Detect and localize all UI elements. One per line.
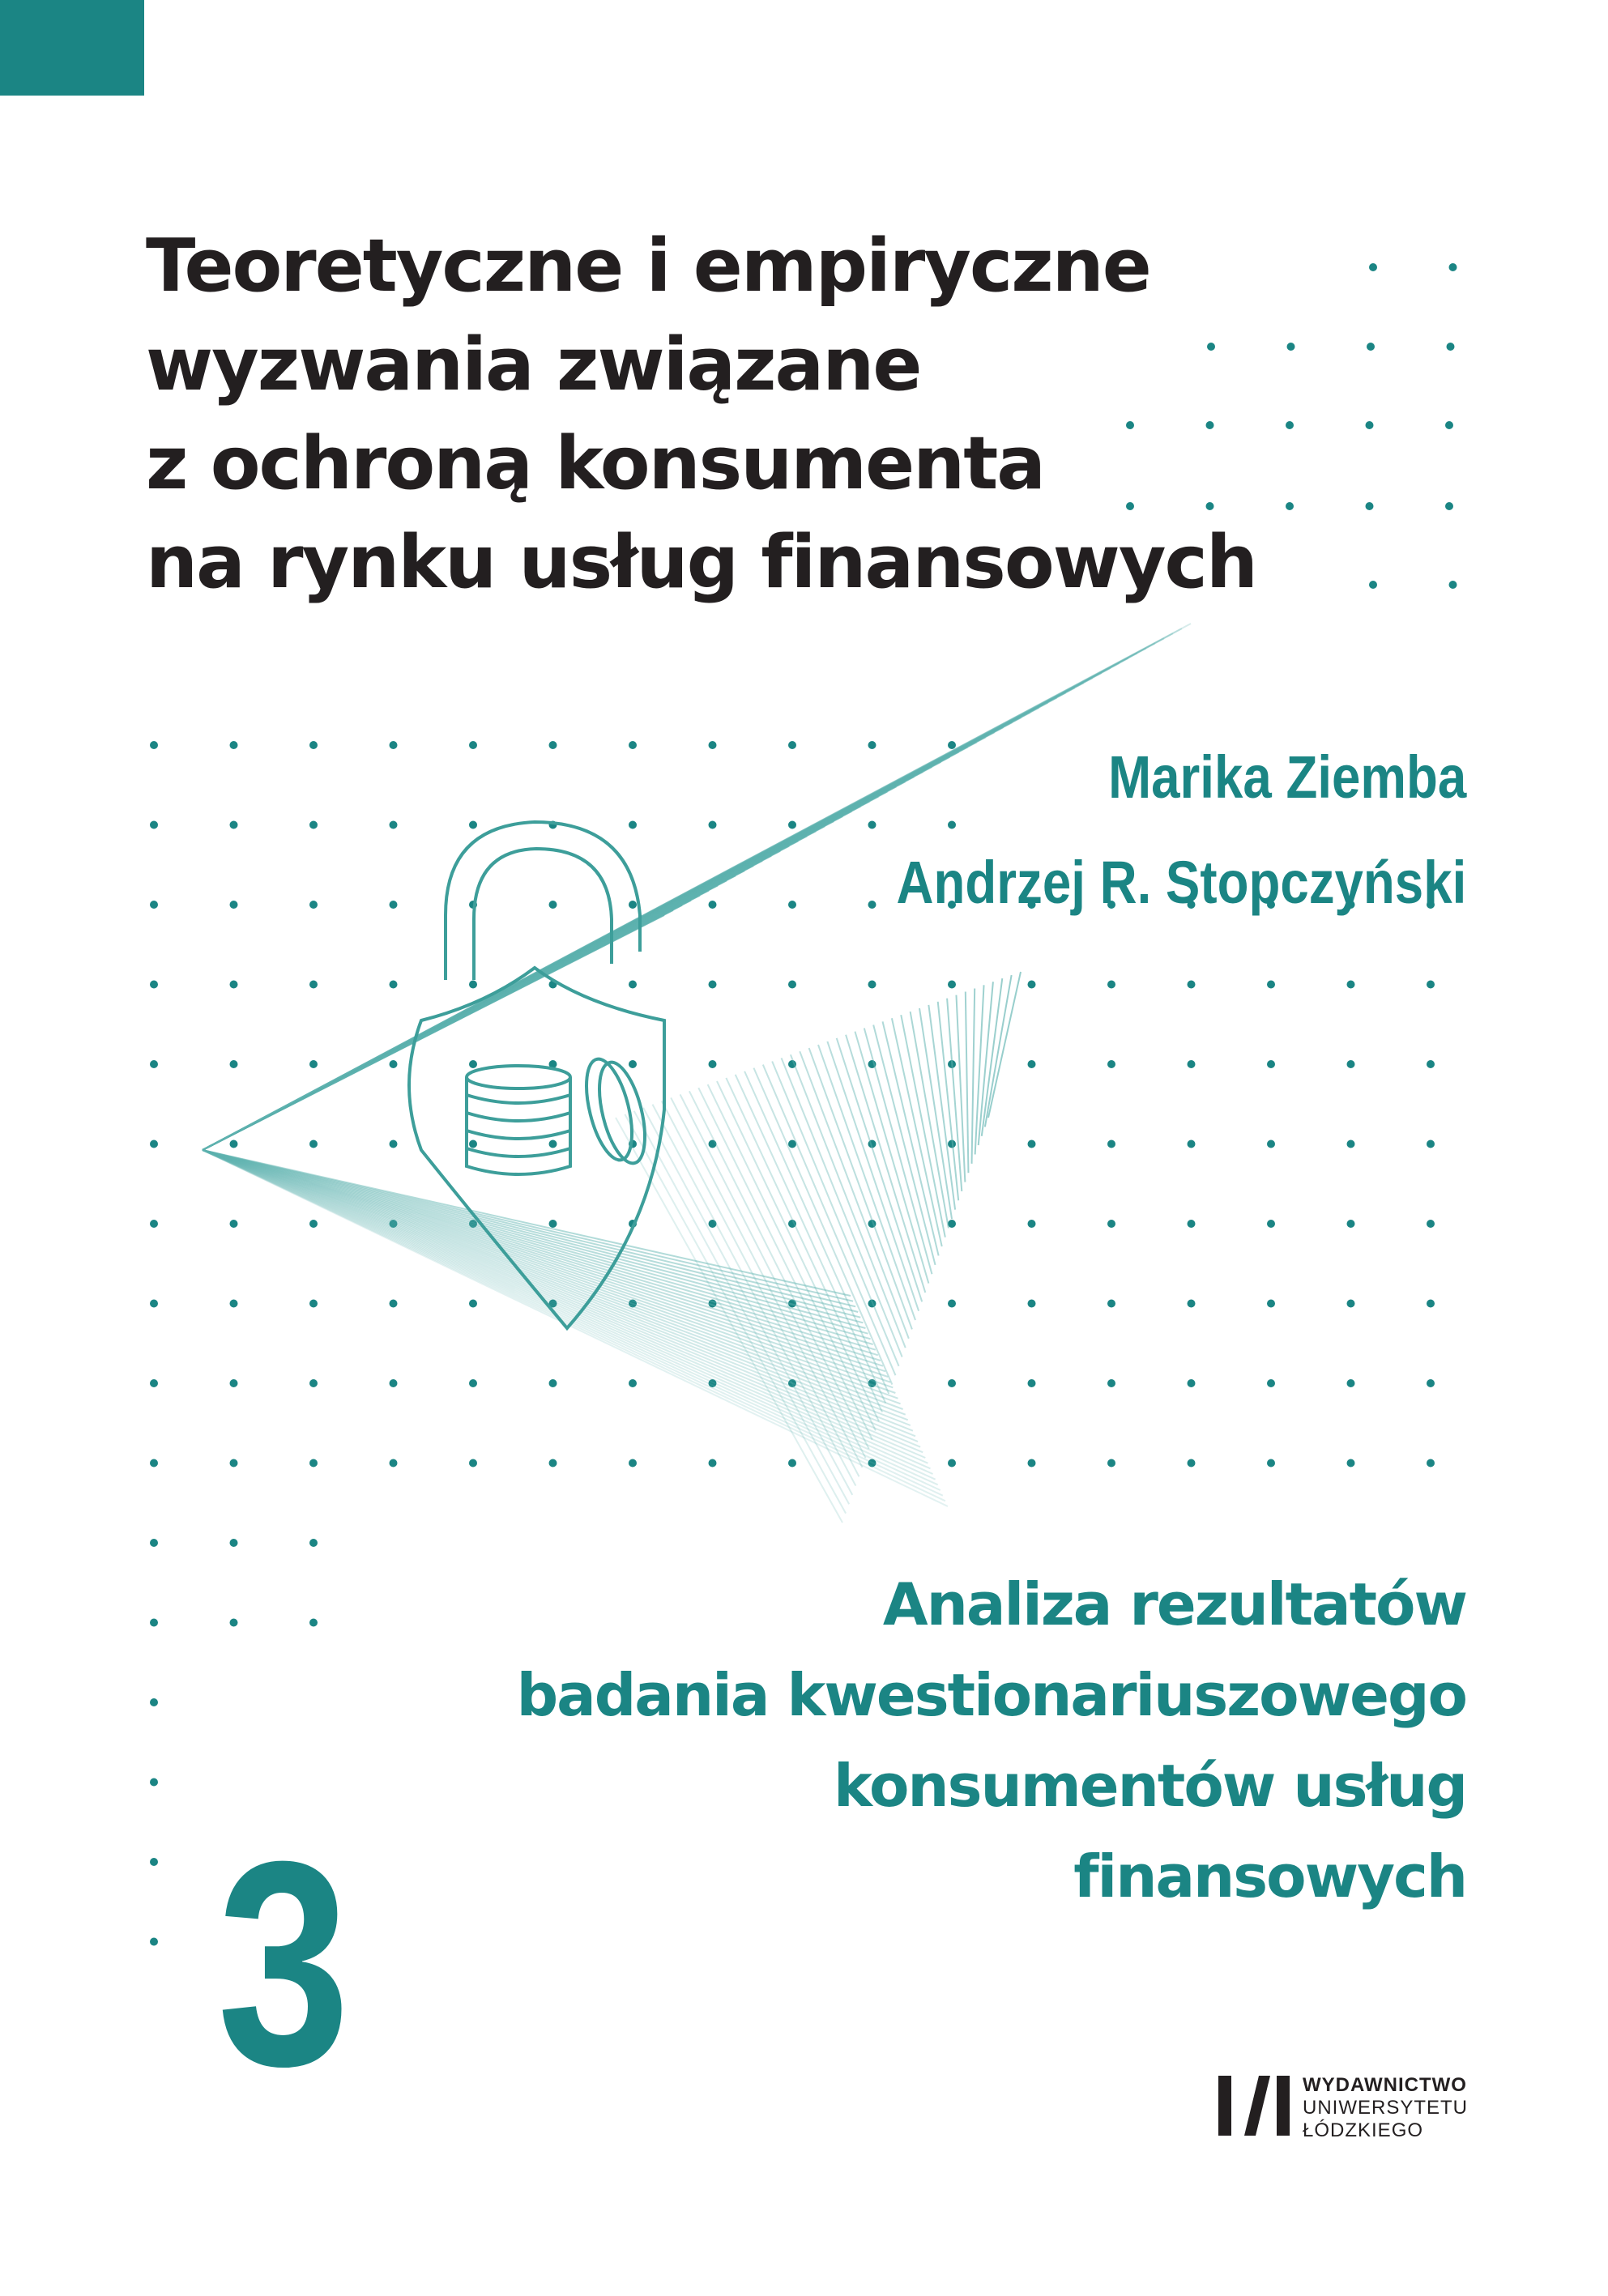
grid-dot — [1188, 1300, 1196, 1308]
grid-dot — [390, 1379, 398, 1387]
grid-dot — [629, 741, 637, 749]
grid-dot — [709, 901, 717, 909]
grid-dot — [390, 741, 398, 749]
ray-line — [966, 992, 969, 1174]
ray-line — [972, 988, 975, 1163]
grid-dot — [1447, 343, 1455, 351]
grid-dot — [150, 741, 158, 749]
grid-dot — [1427, 1459, 1435, 1467]
grid-dot — [390, 1300, 398, 1308]
grid-dot — [1449, 581, 1457, 589]
grid-dot — [788, 981, 796, 989]
grid-dot — [1427, 1060, 1435, 1068]
grid-dot — [150, 1619, 158, 1627]
subtitle-line: Analiza rezultatów — [882, 1570, 1466, 1638]
grid-dot — [1188, 981, 1196, 989]
grid-dot — [230, 1300, 238, 1308]
grid-dot — [1347, 1300, 1355, 1308]
grid-dot — [230, 1060, 238, 1068]
author-list — [896, 725, 1466, 935]
subtitle-line: badania kwestionariuszowego — [516, 1661, 1466, 1729]
publisher-line: WYDAWNICTWO — [1303, 2074, 1467, 2096]
grid-dot — [868, 901, 877, 909]
grid-dot — [1028, 1459, 1036, 1467]
grid-dot — [1347, 1060, 1355, 1068]
publisher-line: UNIWERSYTETU — [1303, 2097, 1468, 2119]
grid-dot — [309, 1220, 318, 1228]
grid-dot — [309, 901, 318, 909]
grid-dot — [230, 1220, 238, 1228]
ray-line — [985, 975, 1012, 1127]
author-name: Andrzej R. Stopczyński — [896, 849, 1466, 916]
grid-dot — [390, 1140, 398, 1148]
grid-dot — [948, 981, 956, 989]
grid-dot — [1347, 1459, 1355, 1467]
grid-dot — [309, 741, 318, 749]
grid-dot — [469, 821, 477, 829]
grid-dot — [230, 1379, 238, 1387]
grid-dot — [1267, 1379, 1275, 1387]
grid-dot — [1028, 1140, 1036, 1148]
grid-dot — [868, 741, 877, 749]
grid-dot — [1427, 1220, 1435, 1228]
grid-dot — [1107, 1379, 1115, 1387]
grid-dot — [1267, 1459, 1275, 1467]
grid-dot — [1107, 981, 1115, 989]
grid-dot — [309, 1300, 318, 1308]
grid-dot — [309, 981, 318, 989]
grid-dot — [230, 981, 238, 989]
grid-dot — [549, 1220, 557, 1228]
grid-dot — [1267, 1060, 1275, 1068]
grid-dot — [1107, 1060, 1115, 1068]
grid-dot — [150, 1698, 158, 1706]
grid-dot — [709, 981, 717, 989]
grid-dot — [868, 821, 877, 829]
grid-dot — [150, 981, 158, 989]
grid-dot — [469, 981, 477, 989]
author-name: Marika Ziemba — [1107, 743, 1466, 811]
grid-dot — [1445, 421, 1453, 429]
grid-dot — [1188, 1140, 1196, 1148]
grid-dot — [788, 1459, 796, 1467]
grid-dot — [309, 1060, 318, 1068]
grid-dot — [1449, 263, 1457, 271]
main-title — [146, 217, 1361, 612]
grid-dot — [150, 1938, 158, 1946]
grid-dot — [1107, 1220, 1115, 1228]
grid-dot — [390, 901, 398, 909]
ray-line — [203, 1150, 948, 1506]
grid-dot — [1427, 1300, 1435, 1308]
grid-dot — [309, 1459, 318, 1467]
subtitle-line: konsumentów usług — [834, 1752, 1466, 1820]
grid-dot — [390, 821, 398, 829]
grid-dot — [1028, 1060, 1036, 1068]
grid-dot — [1367, 343, 1375, 351]
grid-dot — [1427, 981, 1435, 989]
title-line: z ochroną konsumenta — [146, 421, 1044, 506]
title-line: wyzwania związane — [146, 322, 921, 407]
grid-dot — [1107, 1140, 1115, 1148]
grid-dot — [1347, 1220, 1355, 1228]
grid-dot — [549, 741, 557, 749]
grid-dot — [549, 901, 557, 909]
grid-dot — [390, 981, 398, 989]
grid-dot — [230, 741, 238, 749]
grid-dot — [230, 1619, 238, 1627]
subtitle-line: finansowych — [1073, 1842, 1466, 1910]
publisher-logo-icon — [1215, 2069, 1296, 2142]
grid-dot — [150, 1220, 158, 1228]
grid-dot — [709, 1459, 717, 1467]
grid-dot — [150, 1300, 158, 1308]
grid-dot — [150, 1060, 158, 1068]
ray-line — [956, 995, 965, 1182]
title-line: Teoretyczne i empiryczne — [146, 224, 1150, 309]
grid-dot — [549, 1379, 557, 1387]
grid-dot — [709, 741, 717, 749]
grid-dot — [948, 1379, 956, 1387]
grid-dot — [549, 1140, 557, 1148]
grid-dot — [309, 1140, 318, 1148]
grid-dot — [150, 1539, 158, 1547]
title-line: na rynku usług finansowych — [146, 520, 1256, 605]
grid-dot — [709, 821, 717, 829]
grid-dot — [469, 1379, 477, 1387]
grid-dot — [1028, 1300, 1036, 1308]
grid-dot — [629, 1459, 637, 1467]
grid-dot — [230, 1459, 238, 1467]
grid-dot — [868, 981, 877, 989]
grid-dot — [1107, 1459, 1115, 1467]
grid-dot — [1445, 502, 1453, 510]
grid-dot — [948, 1300, 956, 1308]
grid-dot — [1267, 1140, 1275, 1148]
grid-dot — [629, 981, 637, 989]
grid-dot — [1366, 421, 1374, 429]
grid-dot — [1427, 1140, 1435, 1148]
grid-dot — [788, 821, 796, 829]
grid-dot — [230, 1539, 238, 1547]
grid-dot — [1267, 1220, 1275, 1228]
grid-dot — [1267, 981, 1275, 989]
grid-dot — [390, 1459, 398, 1467]
grid-dot — [1347, 981, 1355, 989]
grid-dot — [709, 1060, 717, 1068]
grid-dot — [1188, 1379, 1196, 1387]
grid-dot — [1028, 1379, 1036, 1387]
volume-number: 3 — [217, 1801, 351, 2127]
grid-dot — [1267, 1300, 1275, 1308]
grid-dot — [309, 1379, 318, 1387]
grid-dot — [549, 1459, 557, 1467]
grid-dot — [150, 1858, 158, 1866]
grid-dot — [629, 821, 637, 829]
grid-dot — [150, 1459, 158, 1467]
grid-dot — [788, 741, 796, 749]
grid-dot — [1188, 1060, 1196, 1068]
grid-dot — [1188, 1220, 1196, 1228]
grid-dot — [1366, 502, 1374, 510]
grid-dot — [1427, 1379, 1435, 1387]
grid-dot — [469, 741, 477, 749]
grid-dot — [1107, 1300, 1115, 1308]
grid-dot — [1028, 1220, 1036, 1228]
grid-dot — [150, 1140, 158, 1148]
grid-dot — [629, 1379, 637, 1387]
grid-dot — [309, 1539, 318, 1547]
grid-dot — [150, 821, 158, 829]
grid-dot — [469, 1060, 477, 1068]
publisher-name — [1303, 2074, 1468, 2142]
grid-dot — [1369, 263, 1377, 271]
grid-dot — [469, 1140, 477, 1148]
grid-dot — [469, 1300, 477, 1308]
ray-line — [818, 1045, 915, 1320]
grid-dot — [629, 1060, 637, 1068]
grid-dot — [150, 1379, 158, 1387]
subtitle — [251, 1559, 1466, 1922]
grid-dot — [309, 821, 318, 829]
grid-dot — [1369, 581, 1377, 589]
grid-dot — [230, 901, 238, 909]
grid-dot — [1347, 1140, 1355, 1148]
grid-dot — [230, 1140, 238, 1148]
publisher-line: ŁÓDZKIEGO — [1303, 2119, 1424, 2141]
grid-dot — [1028, 981, 1036, 989]
grid-dot — [390, 1060, 398, 1068]
grid-dot — [150, 901, 158, 909]
grid-dot — [230, 821, 238, 829]
grid-dot — [788, 901, 796, 909]
grid-dot — [1188, 1459, 1196, 1467]
grid-dot — [629, 901, 637, 909]
grid-dot — [948, 1459, 956, 1467]
grid-dot — [150, 1778, 158, 1787]
grid-dot — [469, 1459, 477, 1467]
grid-dot — [1347, 1379, 1355, 1387]
